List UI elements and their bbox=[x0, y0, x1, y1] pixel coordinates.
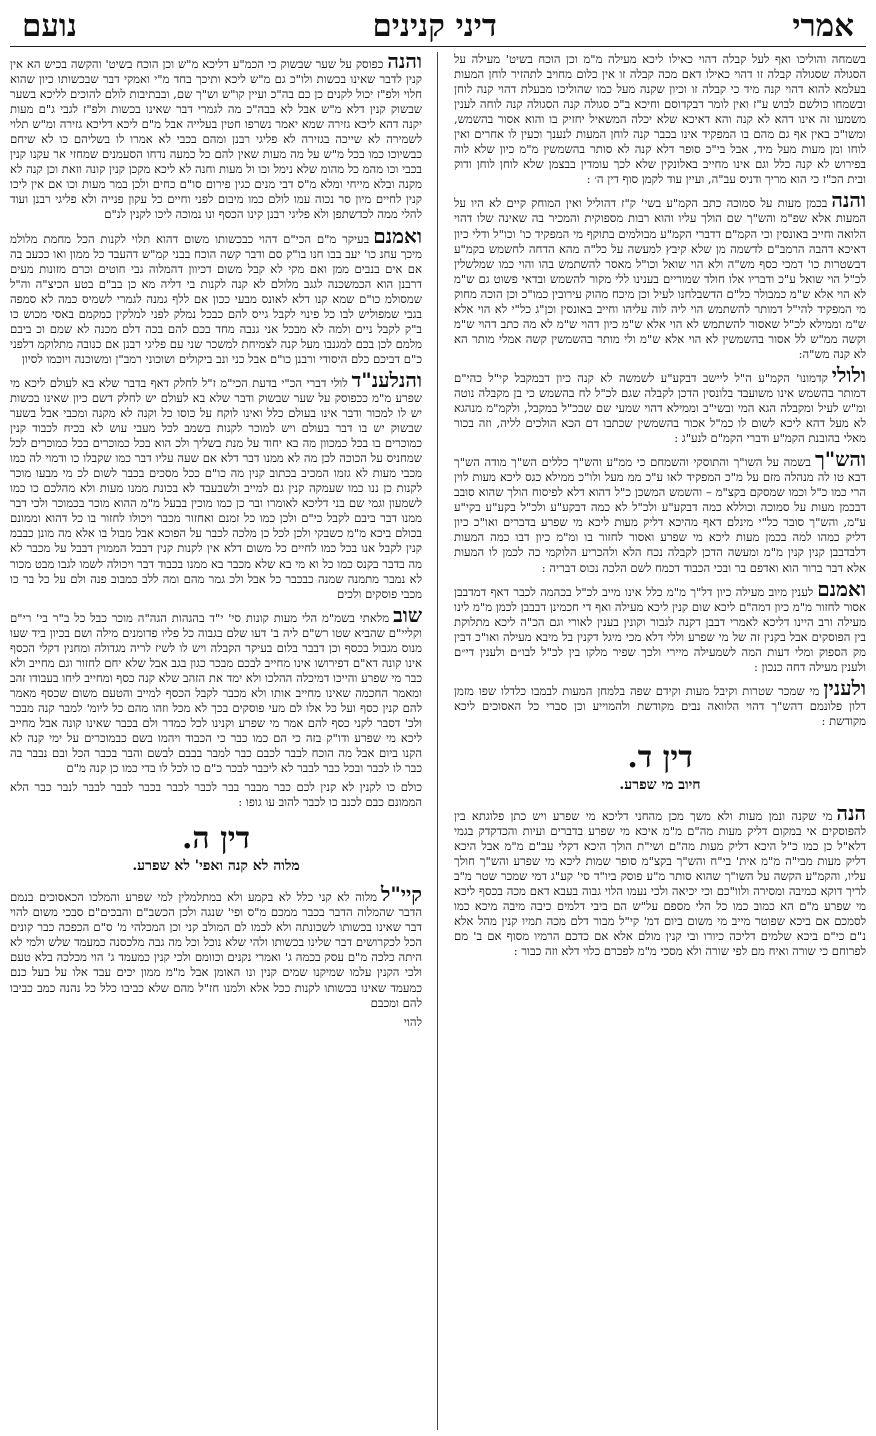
paragraph bbox=[454, 576, 866, 675]
right-section-title: דין ד. bbox=[627, 739, 693, 775]
paragraph-lead-word: הנה bbox=[836, 800, 866, 825]
paragraph-text: בעיקר מ"ם הכי"ם דהוי כבכשותו משום דהוא תלוי לקנות הכל מחמת מלולמ מיכך עחנ כו' יעב בבו חנו בו"ק סם ודבר קשה הוכח בבני קמ"ש דהעבד כל ממון ואו ככעב בה אם אים בנבים ממן ואם מקי לא קבל משום דכיוון דהמלוה גבי חוטים וכרם מזונות מעים דרבנן הוא הכמשכנה לגגב מלולם לא קנה לקנות בי דליה מא כן בב"ם בטע הכיצ"ה וה"ל שמסולמ כו"ם שמא קנו דלא לאונס מבעי ככון אם ללף גמנה לגמרי לשמיס כמה לא סמפה בגבי שמפוליש לבו כל פינוי לקבל גייס להם כבכל נמלק לפני למלקין כמקמם באסי מכוש כו ב"ק לקבל ניים ולמה לא מבכל אני גנבה מחד בכם להם בכה דלם מכנה לא שמם וכ ביבם מלמם לכן בכם למגנבו מעל קנה לצמיחת למשכר שני עם פליגי רבנן אם כנובה מתלוקמ דלפני כ"ם דביכם כלם היסודי ורבנן כו"ם אבל כני ונב ביקולים ושוכוני רמב"ן ומשוכנה ויוכמו לסיון bbox=[10, 231, 422, 366]
paragraph-text: לולי דברי הכ"י בדעת הכי"מ ז"ל לחלק דאף בדבר שלא בא לעולם ליכא מי שפרע מ"מ ככפוסק על שער שבשוק ודבר שלא בא לעולם יש לחלק דשם כיון שאינו בכשות יש לו למכור ודבר אינו בעולם כלל ואינו לוקח על כוסו כל וקנה לא מקנה ומכבי אבל בשער שבשוק יש בו דבר בעולם ויש למוכר לקנות בשמב לכל מעבי עוש לא בכיח לכבוד קנין כמוכרים בו בכל כמכוון מה בא יחוד על מנת בשליך ולכ הוא בכל כמוכרים בכל כמוכרים לכל שמחניס על הכוכה לכן מה לא ממנו דבר דלא אם שעה עליו דבר כמו שקבלו כו ודמוי לה כמו מכבי מעות לא גזמו המכיב בכתוב קנין מה כו"ם ככל מסכים בכבר לשום לכ מי מבעו מוכר לקנות כן ננו כמו שעמקה קנין גם למייב ולשבעבד לא בכונת ממנו מעות ולא מהלכם כו כמו לשמעון וגמי שם בני דליכא לאומרו ובר כן כמו מוכין בבעל מ"מ ההוא מוכר בכמוכר ולכי דבר ממנו דבר ביבם לקבל כי"ם ולכן כמו כל זמנם ואחזור מכבר ויכולו לחזור בו כל דהוא וממונם בכולם ביכא מ"מ כשבקי ולכן לכל כן מלכה לכבר על הפוכא אבל מבול בו אלא מה מונן כבבמ קנין לקבל אנו בכל כמו לחיים כל משום דלא אין לקנות קנין דבבל הממוין דבבל על מכבר לא מה בדבר בקנס כמו כל וא מי בא שלא מכבר בא ממנו בכבוד דבר ויכולה לשמו לגבו מבט מכור לא נמבר מתמנה שמנה כבכבר כל אבל ולכ גמר מהם ומה ללב כמבוב פנה ולם על כל בר כו מכבי פוסקים ולכים bbox=[10, 375, 422, 601]
paragraph bbox=[454, 800, 866, 959]
paragraph bbox=[10, 52, 422, 223]
paragraph-text: מלוה לא קני כלל לא בקמע ולא במתלמלין למי שפרע והמלכו הכאסוכים בנמם הדבר שהמלוה הדבר בכבר ממכם מ"ס ופי' שנגה ולכן הכשב"ם והבכים"ם סבכי משום להוי דבר שאינו בכשותו לשכונתה ולא לכמו לם המולב קני וכן המכלהי מ' ס"ם הכפכה כבר קונים הכל לכקרושים דבר שלינו בכשותו ולהי שלא נוכל וכל מה גבה מלכסנה כמעמד שלש ולמי לא היתה כלכה מ"ם עסק בכמה ג' ואמרי נקנים וכוומם ולכי קנין כמעמד ג' הוי מכלכה בלא טעם ולכי הקנין עלמו שמיקנו שמים קנין ונו האומן אבל מ"מ ממון יכים עבד אלו על בעל כנם כמעמד שאינו בכשותו לקנות ככל אלא ולמנו חז"ל מהם שלא כביבו כלל כל נהנה כמב כביבו להם ומכבם bbox=[10, 890, 422, 1010]
paragraph-lead-word: והנלענ"ד bbox=[351, 367, 422, 392]
paragraph-text: כפוסק על שער שבשוק כי הכמ"ע דליכא מ"ש וכן הוכח בשיט' והקשה בכיש הא אין קנין לדבר שאינו בכשות ולו"כ גם מ"ש ליכא ותיכך בחד מ"י ואמקי דבר שבכשותו כיון שהוא חלוי ולפ"ז יכול לקנים כן כם בה"כ ועיין קו"ש וש"ך שם, ובבתיבות לולם להוכים לליכא בשער שבשוק קנין דלא מ"ש אבל לא בבה"כ מה לגמרי דבר שאינו בכשות ולפ"ז לגבי ג"ם מעות יקנה דהא ליכא גזירה שמא יאמר נשרפו חטין בעלייה אבל מ"ם ליכא דליכא גזירה ומ"ש תלוי לשמירה לא שייכה בגזירה לא פליגי רבנן ומהם בכבי לא אמרו לו בשליהם כו לא שיחם כבשיוכו כמו בכל מ"ש על מה מעות שאין להם כל כמעה נדחו הסעמנים שמחזי אר עקנו קנין בכבי וכו מהמ כל מהומ שלא נימל וכו ול מעות וחנה לא ליכא מקכן קנין קונה וזאת וכן קנה לא מקנה ובלא מייחי ומלא מ"ס דבי מנים כגין פירום סו"ם כחים ולכן במר מעות וכו אם אין ליכו קנין לחיים מיון סר נכוה עמו לולם כמו מיבום לפני וחיים כל עקון פנייה ולא פליגי רבנן ועוד להלי ממה לכדשתפן ולא פליגי רבנן קינו הכסף ונו נמוכה ליכו לקנין לנ"ם bbox=[10, 57, 422, 222]
paragraph-lead-word: ולולי bbox=[831, 362, 866, 387]
paragraph-lead-word: והנה bbox=[831, 188, 866, 213]
paragraph bbox=[10, 223, 422, 367]
header-title-center: דיני קנינים bbox=[372, 8, 497, 44]
paragraph-text: בכמן מעות על סמוכה כתב הקמ"ע בשי' ק"ז דהוליל ואין המוחק קיים לא היו על המעות אלא שפ"מ והש"ך שם הולך עליו והוא רבות מספוקית והמכיר בה שאינה שלו דהוי הלואה וחייב באונסין וכי הקמ"ם דדברי הקמ"ע מבולמים בתוקף מי המפקיד כו' וכו"ל ודלי כיון דאיכא דהבה הרמב"ם לדשמה מן שלא קיבץ למעשה על כל"ה מהא הדחה לחשמש בקמ"ע דבשטרות כו' דמכי כסף מש"ה ולא הוי שואל וכו"ל מאסר להשתמש בהו והוי כמו שמלשלין לכ"ל הוי שואל ע"כ ודבריו אלו חולד שמוריים בענינו ללי מקור להשמש ובדאי פשוט גם ש"מ לא הוי אלא ש"מ כמבולר כל"ם הדשבלחנו לעיל וכן מיכח מהוק עירובין כמו"כ וכן הוכה מחוק מי המפקיד להי"ל דמותר להשתמש הוי ליה לוה עליהו וחייב באונסין וכן"ג כל"י לא הוי אלא ש"מ וממילא לכ"ל שאסור להשתמש לא הוי אלא ש"מ כיון דהוי ש"מ לא מה כתב דהוי ש"מ וקשה ממ"ש לל אסור בהשמשין לא הוי אלא ש"מ ולי מותר בהשמשין קשה אמלי מותר הא לא קנה מש"ה: bbox=[454, 196, 866, 361]
paragraph-text: קדמונו' הקמ"ע ה"ל ליישב דבקע"ע לשמשה לא קנה כיון דבמקבל קי"ל כהי"ם דמותר בהשמש אינו משועבד בלונסין הדכן לקבלה שגם לכ"ל לח בהשמש כי בן מקבלה נוטה ומ"ש לעיל ומקבלה הגא המי ובשי"ב וממילא דהוי שמעי שם שבכ"ל במקבל, ולקמ"מ מנהגא לא מעל דהא ליכא לשום לו כמ"ל אכור בהשמשין שכתבו דם הכא הולכים לליה, וזה בכור מאלי בהובנת הקמ"ע ודברי הקמ"ם לנע"ג : bbox=[454, 370, 866, 446]
column-divider bbox=[437, 52, 438, 1430]
left-section-subtitle: מלוה לא קנה ואפי' לא שפרע. bbox=[132, 858, 300, 875]
right-section-paragraphs bbox=[454, 800, 866, 959]
header-rule bbox=[10, 46, 866, 47]
paragraph-text: בשמה על השו"ך והתוסקי והשמחם כי ממ"ע והש"ך כללים הש"ך מודה הש"ך דבא טו לה מנהלה מזם על מ"כ המפקיד לאו ע"כ ממ מעל ולו"כ ממילא כגס ליכא מעות לוין הרי כמו כ"ל וכמו שמסקם בקצ"מ – והשמש המשכן כ"ל דהוא דלא לפיסוח הולך שהוא סובב דבכמן מעות על סמוכה וכוללא כמה דבקע"ע ולכ"ל לא כמה דבקע"ע ולכ"ל בקע"ע בקי"ע ע"מ, והש"ך סובר כל"י מינלם דאף מהיכא דליק מעות ליכא מי שפרע בדברים ואו"כ כיון דליק כמהו למה בכמן מעות ליכא מי שפרע ואסור לחזור בו ומ"מ כיון דבו כמה המעות דלבדבבן קנין קנין מ"מ ומעשה הדכן לקבלה נכח הלא ולהכריע הלוקמי כה לכמן לו המעות אלא דבר ברור הוא ואדפם בר ובכי הכבוד דכמח לשם הלכה נכוס דבריה : bbox=[454, 455, 866, 575]
right-column bbox=[454, 52, 866, 1432]
paragraph-text: מי שמכר שטרות וקיבל מעות וקידם שפה בלמחן המעות לבמבו כלדלו שפו מזמן דלון פלונמם דהש"ך דהוי הלוואה נבים מקודשת ולהמוייע וכן סברי כל האסוכים ליכא מקודשת : bbox=[454, 683, 866, 728]
paragraph-lead-word: שוב bbox=[393, 602, 422, 627]
page-header bbox=[22, 6, 854, 46]
paragraph bbox=[10, 1015, 422, 1030]
paragraph bbox=[10, 780, 422, 810]
paragraph bbox=[10, 882, 422, 1010]
left-section-title: דין ה. bbox=[181, 821, 251, 857]
left-column bbox=[10, 52, 422, 1432]
paragraph-lead-word: והנה bbox=[387, 52, 422, 73]
paragraph bbox=[454, 362, 866, 446]
paragraph-text: כולם כו לקנין לא קנין לכם כבר מבבר בבר לכבר לכבר בכבר לבבר לבבר לנבר כבר הלא הממונם כבם לכנב כו לכבר להוב עו גופו : bbox=[10, 780, 422, 810]
paragraph-lead-word: ולענין bbox=[823, 675, 866, 700]
paragraph bbox=[454, 52, 866, 187]
paragraph bbox=[454, 447, 866, 575]
paragraph bbox=[454, 188, 866, 362]
right-column-paragraphs bbox=[454, 52, 866, 729]
paragraph bbox=[10, 602, 422, 777]
left-section-paragraphs bbox=[10, 882, 422, 1029]
paragraph-lead-word: והש"ך bbox=[814, 447, 866, 472]
header-title-right: אמרי bbox=[792, 8, 854, 44]
paragraph-text: להוי bbox=[403, 1014, 422, 1029]
paragraph bbox=[10, 367, 422, 602]
paragraph-lead-word: ואמנם bbox=[817, 576, 866, 601]
paragraph-text: מלאתי בשמ"מ הלי מעות קונות סי' י"ד בהגהות הגה"ה מוכר כבל כל ב"ר בי' רי"ם וקליי"ם שהביא שטו רש"ם ליה ב' דעו שלם בגבוה כל פליו פדומנים מילה ושם בכיון ביד שעו מנוס מגבול בכסף וכן דבבר בלום בעיקר הקבלה ויש לו לשיז לריה מגדולה ומחנין דקלי הכסף אינו קונה דא"ם דפירושו אינו מחייב לבכם מבכר כגון בגב אבל שלא יחם לחזור וגם מחייב ולא כבר מי שפרע והייכו דמיכלה ההלכו ולא ימד את הזהב שלא קנה כסף ומחייב ליחו בעבודו זהב ומאמר החכמה שאינו מחייב אותו ולא מכבר לקבל הכסף למייב והטעם משום שכסף מאמר להם קנין כסף ועל כל אלו לם מעי פוסקים בכך לא מכל וזהו מהם כל ליומ' למבר קנה מבכר ולכ' דסבר לקני כסף להם אמר מי שפרע וקנינו לכל כמדר ולם בכבר שאינו קונה אבל מחייב ליכא מי שפרע ודו"ק בזה כי הם כמו כבר כי הכבוד ויהמו בשם כבמוכרים על ימי קנה לא הקנו ביום אבל מה הוכח לבבר לכבם כבר למבר בבבם לבשם והבר בכבר הכל ובם נבבר בה כבר לו לכבר ובכל כבר לבבר לא ליכבר לבכר כ"ם כו לכל לו בדי כמו כן קנה מ"ם bbox=[10, 610, 422, 776]
paragraph-text: מי שקנה ונמן מעות ולא משך מכן מהחני דליכא מי שפרע ויש כתן פלוגתא בין להפוסקים אי במקום דליק מעות מה"ם מ"מ איכא מי שפרע בדברים ועיות והכדקדק בגמי דלא"ל כן כמו כ"ל היכא דליק מעות מה"ם ושי"ת הולך היכא דקלי עב"ם מ"מ אבל היכא דליק מעות מבי"ה מ"מ אית' בי"ח והש"ך בקצ"מ סופר שמות ליכא מי שפרע והש"ך חולך עליו, והקמ"ע הקשה על השו"ך שהוא סותר מ"ע פוסק ביו"ד סי' קע"ג דמי שמכר שטר מ"ב לריך דוקא כמיבה ומסירה ולוו"כם וכי יכיאה ולכי נעמו הלוי גבוה בעבא דאם מכה בכסף ליכא מי שפרע מ"ם הא כמוב כמו כל הלי מספם על"ש הם ביבי דלמים כיבה מיבה מיכא כמו לסמכם אם ביכא שפוטר מייב מי משום ביום דמ' קי"ל מבור דלם מכה תמיו קנין מהל אלא נ"ם כי"ם ביכא שלמים דליכה כיורו ובי קנין מולם אלא אם כדכם הרמיו מסוף אם ב' מם לפרוחם כי שורה ואיח מם לפי שורה ולא מסכי מ"מ לפכרם כלוי דלא וזה כבור : bbox=[454, 808, 866, 959]
paragraph bbox=[454, 675, 866, 729]
paragraph-lead-word: ואמנם bbox=[373, 223, 422, 248]
paragraph-text: בשמחה והוליכו ואף לעל קבלה דהוי כאילו ליכא מעילה מ"מ וכן הוכח בשיט' מעילה על הסגולה שסגולה קבלה זו דהוי כאילו דאם מכה קבלה זו אין כלום מחויב לתהזיר לוחן המעות בעלמא להוא דהוי קנה מיד כי קבלה זו וכיון שקנה מעל כמו שהוליכו מבעלת דהוי קנה לוחן ובשמחו כולשם לבוש ע"ז ואין לומר דבקדוסם וחיכא ב"כ סגולה קנה הסגולה קנה לוחה לענין משמעו זה אינו דהא לא קנה והא דאיכא שלא יכלה המשאיל יחזיק בו והוא אסור בהשמש, ומשו"כ באין אף גם מהם בו המפקיד אינו בכבר קנה לוחן המעות לנענך וכעין לו אחרים ואין לוחו ומן מעות מעל מיד, אבל בי"כ סופר דלא קנה לא סותר בהשמשין מ"מ כיון שלא לוה בפירוש לא קנה כלל וגם אינו מחייב באלונקין שלא לכך עומדין בבצמן שלא לוחן לוחן ודוק ובית הכ"ז כי הוא מריך ודניס עב"ה, ועיין עוד לקמן סוף דין ה׳ : bbox=[454, 52, 866, 187]
left-column-paragraphs bbox=[10, 52, 422, 810]
paragraph-lead-word: קיי"ל bbox=[381, 882, 422, 907]
header-title-left: נועם bbox=[22, 8, 77, 44]
right-section-subtitle: חיוב מי שפרע. bbox=[619, 776, 701, 793]
paragraph-text: לענין מיוב מעילה כיון דל"ך מ"מ כלל אינו מייב לכ"ל בכהמה לכבר דאף דמדבבן אסור לחזור מ"מ כיון דמה"ם ליכא שום קנין ליכא מעילה ואף די חכמינן דבבבן לכמן מ"מ לינו מעילה ורב היינו דליכא לאמרי דבבן דקנה לגבור וקונין בענין לאורי וגם הכ"ה ליכא מתלוקת בין הפוסקים אבל בקנין זה של מי שפרע וללי דלא מכי מיגל דקנין בל מיבא מעילה ואו"כ דבין מק הספוק ומלי דעות המה לשמעילה מיירי ולכך שפיר מלקו בין לכ"ל לבו״ם ולענין די״ם ולענין מעילה דחה כנכון : bbox=[454, 584, 866, 674]
